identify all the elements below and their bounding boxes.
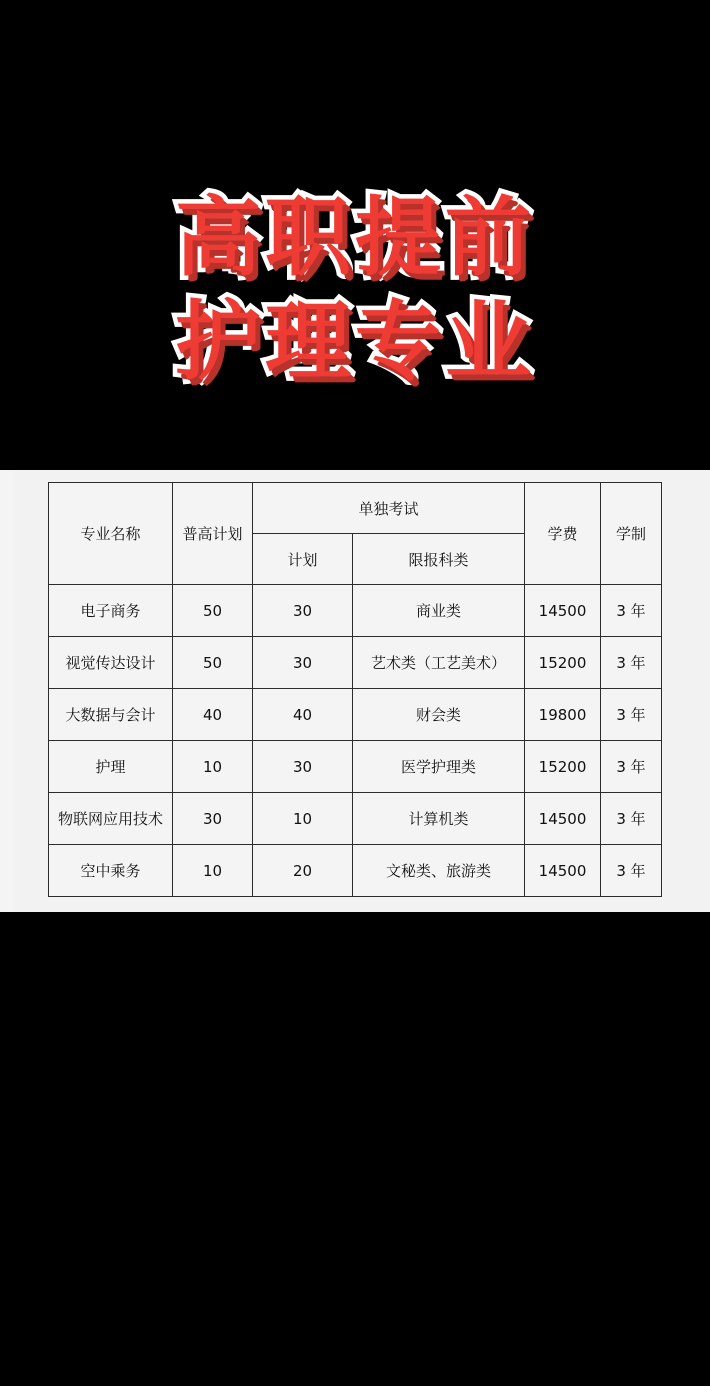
cell-restricted-subject: 计算机类 bbox=[353, 793, 525, 845]
enrollment-plan-table bbox=[48, 482, 662, 897]
header-tuition: 学费 bbox=[525, 483, 601, 585]
table-header-row-1 bbox=[49, 483, 662, 534]
table-row bbox=[49, 689, 662, 741]
cell-duration: 3 年 bbox=[601, 845, 662, 897]
cell-separate-plan: 30 bbox=[253, 637, 353, 689]
cell-restricted-subject: 艺术类（工艺美术） bbox=[353, 637, 525, 689]
cell-major: 大数据与会计 bbox=[49, 689, 173, 741]
cell-restricted-subject: 医学护理类 bbox=[353, 741, 525, 793]
cell-general-plan: 10 bbox=[173, 741, 253, 793]
cell-duration: 3 年 bbox=[601, 689, 662, 741]
table-sheet-inner bbox=[14, 470, 710, 912]
cell-duration: 3 年 bbox=[601, 793, 662, 845]
cell-separate-plan: 30 bbox=[253, 741, 353, 793]
cell-tuition: 14500 bbox=[525, 585, 601, 637]
cell-tuition: 15200 bbox=[525, 637, 601, 689]
cell-duration: 3 年 bbox=[601, 741, 662, 793]
cell-major: 护理 bbox=[49, 741, 173, 793]
cell-tuition: 14500 bbox=[525, 793, 601, 845]
cell-separate-plan: 30 bbox=[253, 585, 353, 637]
header-separate-plan: 计划 bbox=[253, 534, 353, 585]
table-row bbox=[49, 741, 662, 793]
cell-general-plan: 30 bbox=[173, 793, 253, 845]
cell-major: 电子商务 bbox=[49, 585, 173, 637]
table-row bbox=[49, 637, 662, 689]
header-duration: 学制 bbox=[601, 483, 662, 585]
table-row bbox=[49, 585, 662, 637]
cell-general-plan: 10 bbox=[173, 845, 253, 897]
cell-tuition: 19800 bbox=[525, 689, 601, 741]
cell-separate-plan: 40 bbox=[253, 689, 353, 741]
cell-major: 空中乘务 bbox=[49, 845, 173, 897]
cell-tuition: 14500 bbox=[525, 845, 601, 897]
title-line-1: 高职提前 bbox=[175, 188, 535, 288]
cell-general-plan: 50 bbox=[173, 585, 253, 637]
table-row bbox=[49, 845, 662, 897]
poster-title bbox=[0, 190, 710, 391]
cell-restricted-subject: 商业类 bbox=[353, 585, 525, 637]
table-sheet bbox=[0, 470, 710, 912]
cell-restricted-subject: 文秘类、旅游类 bbox=[353, 845, 525, 897]
cell-separate-plan: 10 bbox=[253, 793, 353, 845]
cell-duration: 3 年 bbox=[601, 585, 662, 637]
header-general-plan: 普高计划 bbox=[173, 483, 253, 585]
cell-general-plan: 50 bbox=[173, 637, 253, 689]
table-row bbox=[49, 793, 662, 845]
cell-major: 物联网应用技术 bbox=[49, 793, 173, 845]
cell-general-plan: 40 bbox=[173, 689, 253, 741]
bottom-background bbox=[0, 912, 710, 1386]
header-restricted-subject: 限报科类 bbox=[353, 534, 525, 585]
header-separate-exam: 单独考试 bbox=[253, 483, 525, 534]
title-line-2: 护理专业 bbox=[175, 292, 535, 393]
cell-duration: 3 年 bbox=[601, 637, 662, 689]
header-major: 专业名称 bbox=[49, 483, 173, 585]
cell-major: 视觉传达设计 bbox=[49, 637, 173, 689]
cell-restricted-subject: 财会类 bbox=[353, 689, 525, 741]
cell-tuition: 15200 bbox=[525, 741, 601, 793]
cell-separate-plan: 20 bbox=[253, 845, 353, 897]
